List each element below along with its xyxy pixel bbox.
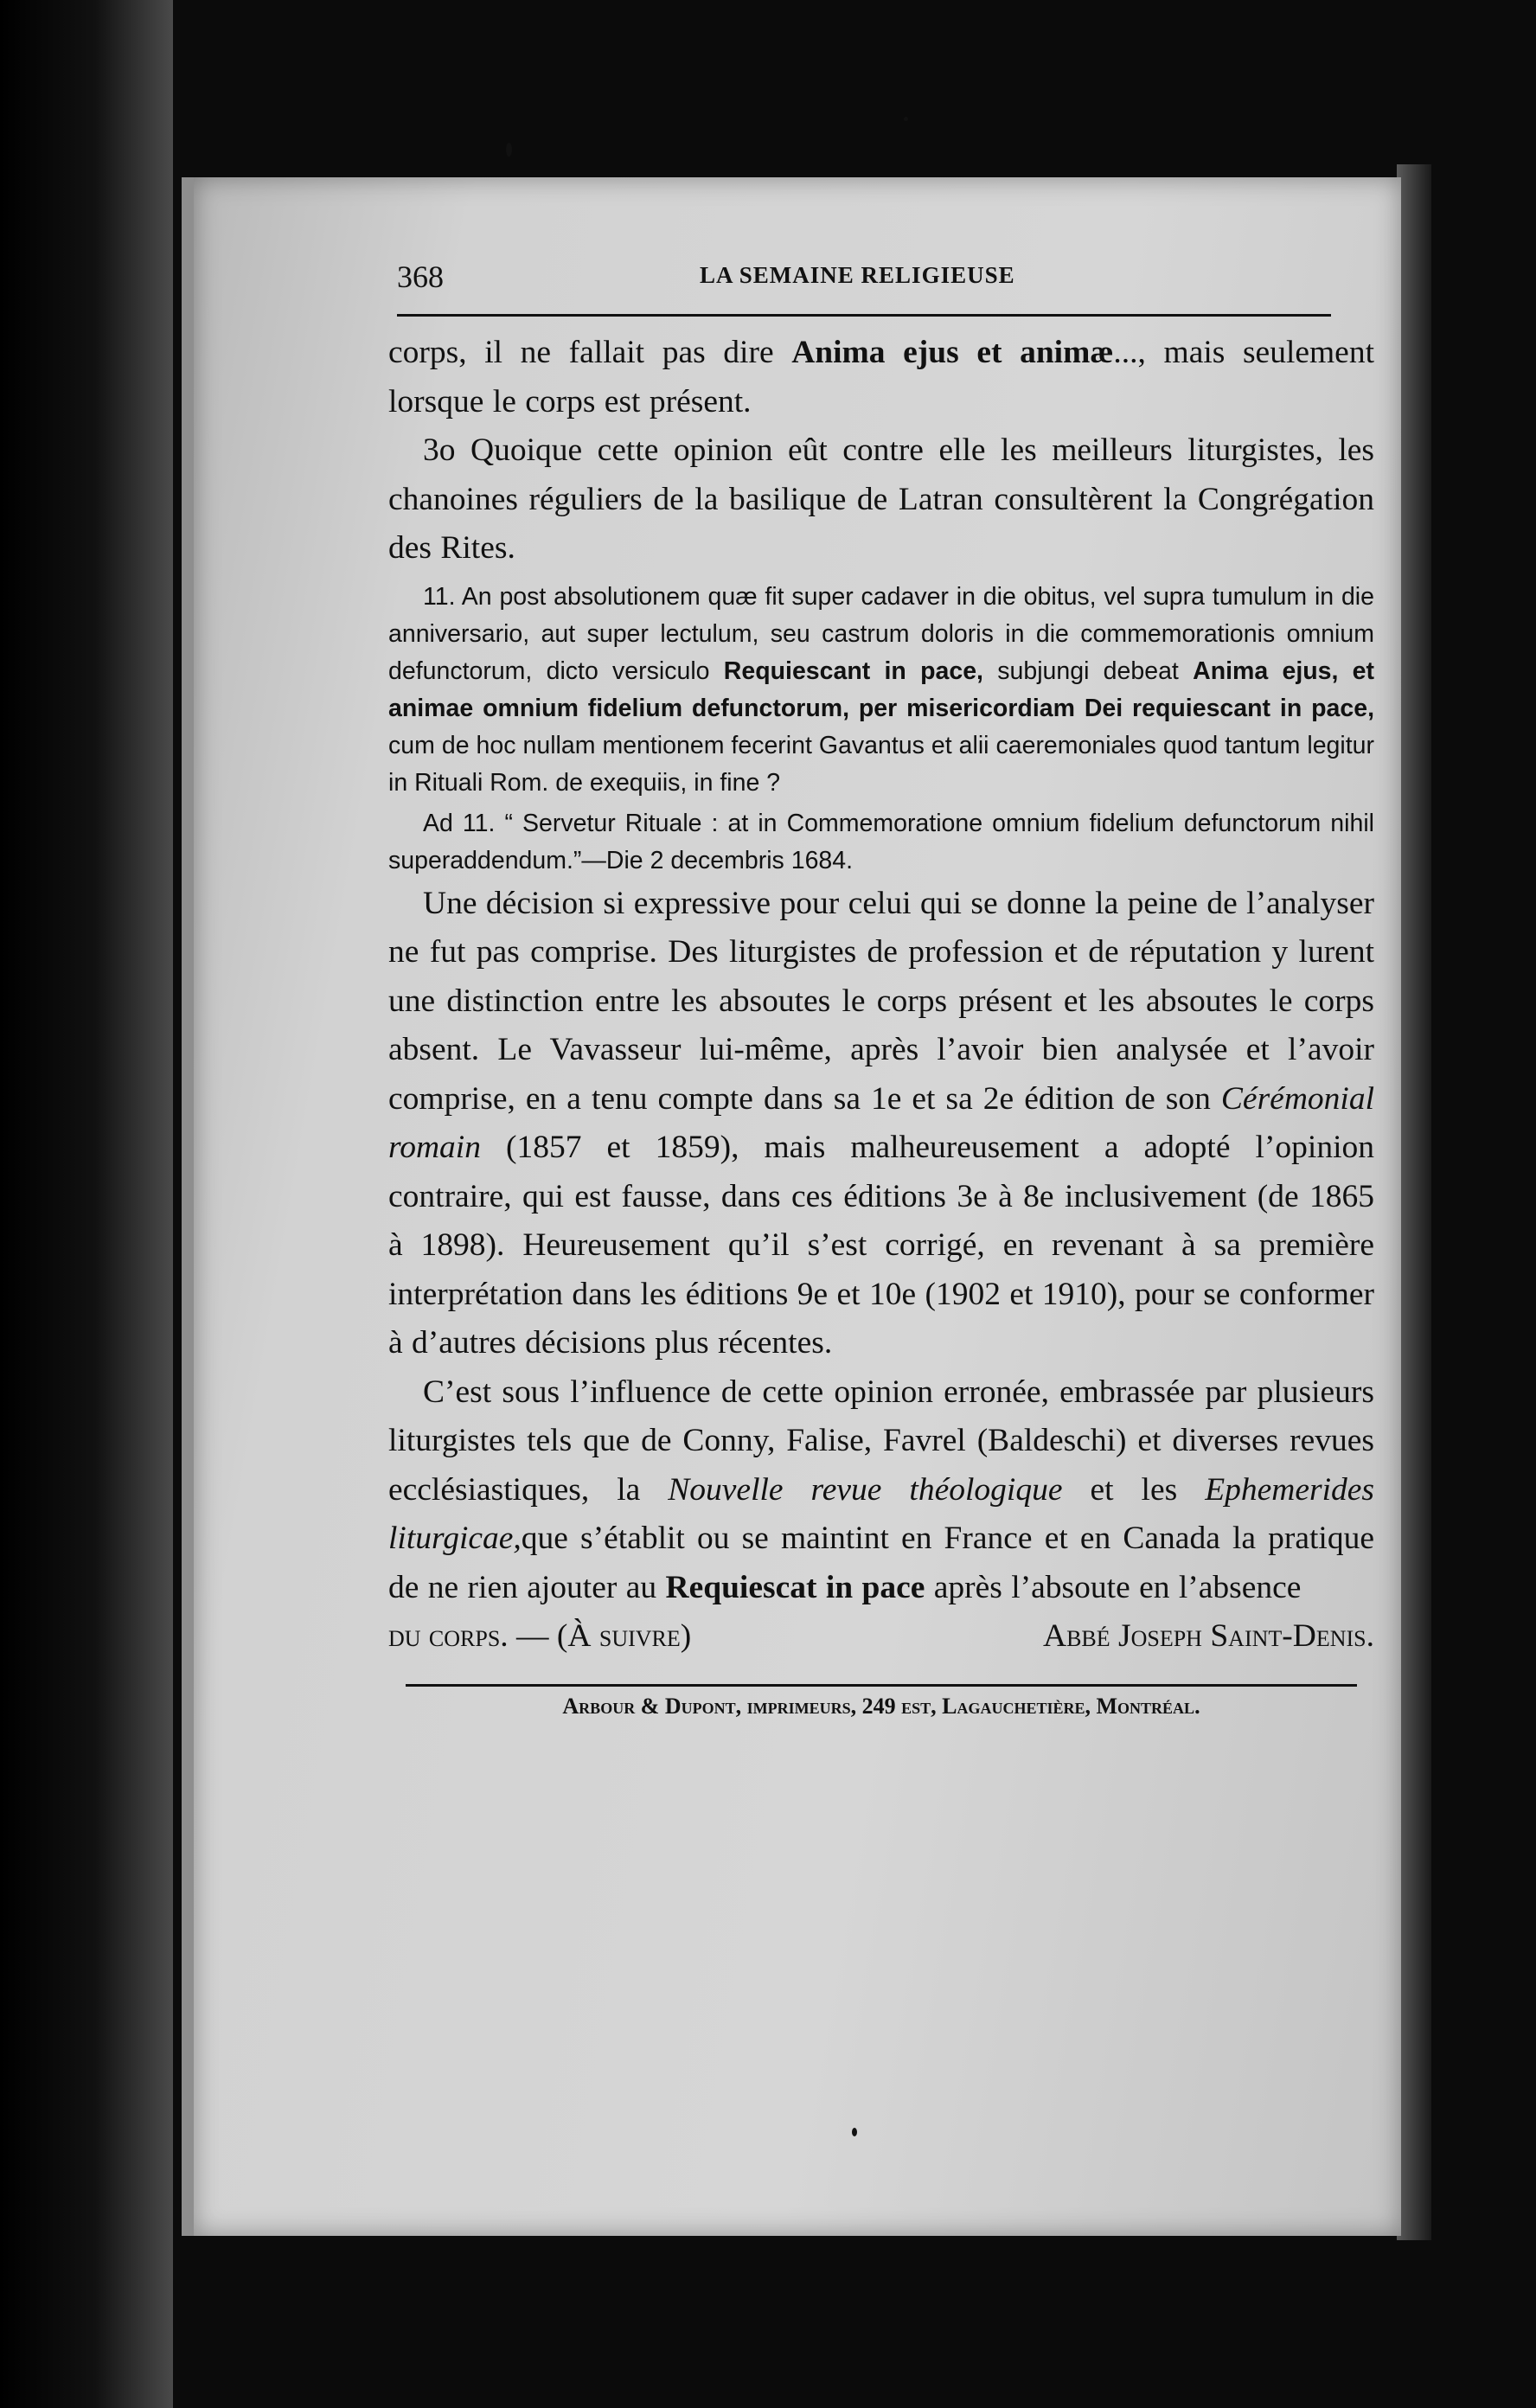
scan-border-left (0, 0, 173, 2408)
paragraph-4-italic-a: Nouvelle revue théologique (668, 1471, 1063, 1508)
to-be-continued: du corps. — (À suivre) (388, 1618, 692, 1654)
paragraph-1 (388, 329, 1374, 426)
printed-page (182, 177, 1401, 2236)
page-number: 368 (397, 259, 444, 294)
paragraph-1-text-a: corps, il ne fallait pas dire (388, 335, 792, 370)
paragraph-1-bold-phrase: Anima ejus et animæ (791, 335, 1114, 370)
latin-question (388, 579, 1374, 802)
question-text-a: 11. An post absolutionem quæ fit super cadaver in die obitus, vel supra tumulum in die anniversario, aut super lectulum, seu castrum doloris in die commemorationis omnium defunctorum, dicto versiculo (388, 582, 1374, 685)
paragraph-3 (388, 880, 1374, 1368)
paragraph-4-italic-b: Ephemerides liturgicae, (388, 1471, 1374, 1556)
paragraph-4-bold-phrase: Requiescat in pace (665, 1569, 925, 1605)
paragraph-3-text-b: (1857 et 1859), mais malheureusement a adopté l’opinion contraire, qui est fausse, dans ces éditions 3e à 8e inclusivement (de 1865 à 1898). Heureusement qu’il s’est corrigé, en revenant à sa première interprétation dans les éditions 9e et 10e (1902 et 1910), pour se conformer à d’autres décisions plus récentes. (388, 1130, 1374, 1361)
scan-speck (852, 2128, 857, 2136)
latin-answer (388, 805, 1374, 880)
scan-border-right (1397, 164, 1431, 2240)
paragraph-4 (388, 1368, 1374, 1613)
scan-speck (506, 143, 512, 157)
paragraph-1-text-b: ..., mais seulement lorsque le corps est présent. (388, 335, 1374, 419)
text-block (388, 255, 1374, 1720)
question-bold-a: Requiescant in pace, (723, 656, 983, 685)
paragraph-3-text-a: Une décision si expressive pour celui qui se donne la peine de l’analyser ne fut pas comprise. Des liturgistes de profession et de réputation y lurent une distinction entre les absoutes le corps présent et les absoutes le corps absent. Le Vavasseur lui-même, après l’avoir bien analysée et l’avoir comprise, en a tenu compte dans sa 1e et sa 2e édition de son (388, 885, 1374, 1117)
printer-imprint: Arbour & Dupont, imprimeurs, 249 est, Lagauchetière, Montréal. (562, 1693, 1200, 1719)
paragraph-3-italic-title: Cérémonial romain (388, 1080, 1374, 1165)
question-bold-b: Anima ejus, et animae omnium fidelium defunctorum, per misericordiam Dei requiescant in pace, (388, 656, 1375, 722)
paragraph-2 (388, 426, 1374, 573)
scan-speck (904, 117, 908, 121)
paragraph-4-text-a: C’est sous l’influence de cette opinion erronée, embrassée par plusieurs liturgistes tels que de Conny, Falise, Favrel (Baldeschi) et diverses revues ecclésiastiques, la (388, 1374, 1374, 1508)
paragraph-2-text: 3o Quoique cette opinion eût contre elle les meilleurs liturgistes, les chanoines réguliers de la basilique de Latran consultèrent la Congrégation des Rites. (388, 432, 1374, 566)
closing-line (388, 1612, 1374, 1662)
journal-title: LA SEMAINE RELIGIEUSE (700, 262, 1015, 288)
paragraph-4-text-c: que s’établit ou se maintint en France et en Canada la pratique de ne rien ajouter au (388, 1521, 1374, 1605)
question-text-b: subjungi debeat (982, 656, 1194, 685)
paragraph-4-text-d: après l’absoute en l’absence (925, 1569, 1302, 1605)
question-text-c: cum de hoc nullam mentionem fecerint Gavantus et alii caeremoniales quod tantum legitur in Rituali Rom. de exequiis, in fine ? (388, 731, 1374, 797)
paragraph-4-text-b: et les (1062, 1471, 1206, 1508)
running-head (388, 255, 1374, 307)
footer-rule (406, 1684, 1357, 1687)
author-signature: Abbé Joseph Saint-Denis. (1042, 1618, 1374, 1654)
header-rule (397, 314, 1331, 317)
answer-text: Ad 11. “ Servetur Rituale : at in Commemoratione omnium fidelium defunctorum nihil superaddendum.”—Die 2 decembris 1684. (388, 809, 1374, 874)
